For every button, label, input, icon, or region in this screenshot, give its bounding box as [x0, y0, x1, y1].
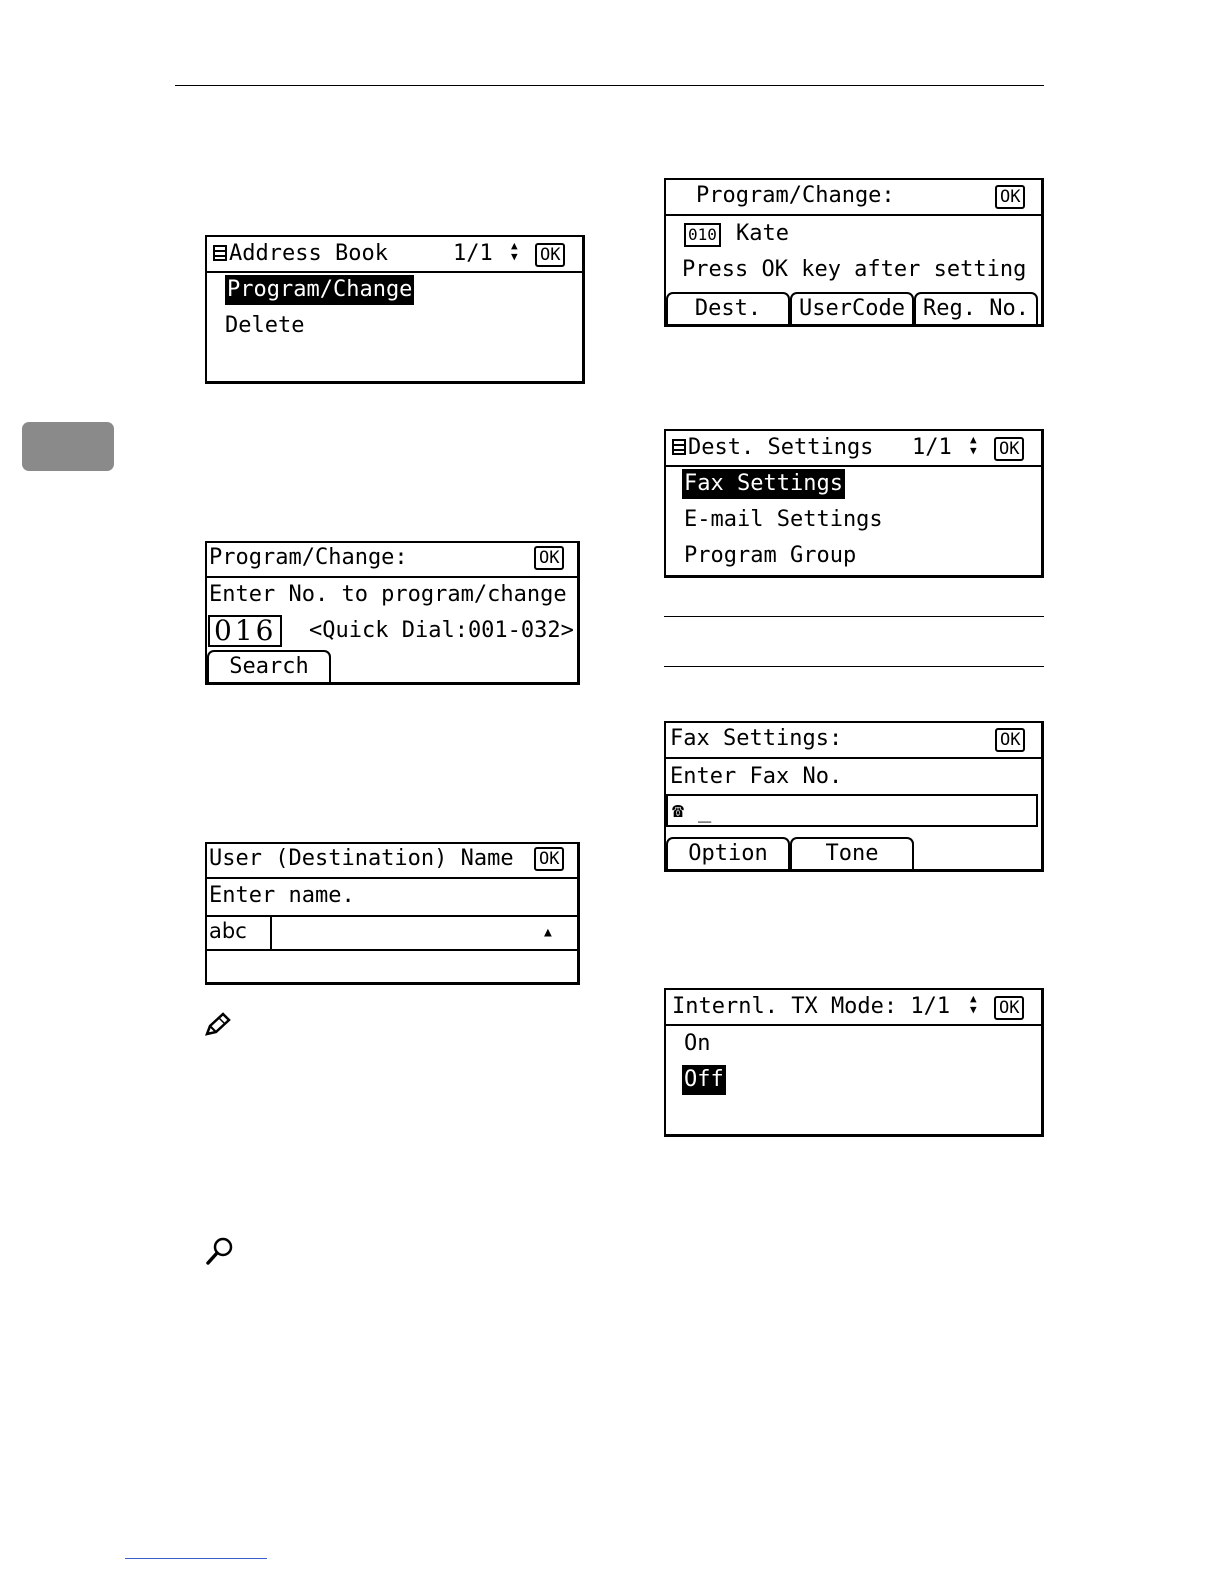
option-off[interactable]: Off — [682, 1065, 726, 1095]
footer-link-rule — [125, 1558, 267, 1559]
section-rule-top — [664, 616, 1044, 617]
up-down-arrows-icon[interactable]: ▲ ▼ — [970, 433, 977, 457]
quick-dial-number-input[interactable]: 016 — [208, 615, 282, 647]
address-book-title: Address Book — [213, 239, 388, 269]
screen-title: Internl. TX Mode: 1/1 — [672, 994, 951, 1019]
page-indicator: 1/1 — [912, 435, 952, 460]
user-name-screen — [205, 842, 580, 985]
program-change-destination-screen — [664, 178, 1044, 327]
menu-list-icon — [213, 245, 227, 261]
address-book-screen — [205, 235, 585, 384]
scroll-up-icon: ▲ — [544, 925, 552, 940]
menu-list-icon — [672, 439, 686, 455]
screen-header — [207, 239, 582, 271]
reference-magnifier-icon — [204, 1236, 236, 1266]
screen-title: Program/Change: — [696, 183, 895, 208]
input-mode-label[interactable]: abc — [209, 919, 247, 943]
instruction-message: Press OK key after setting — [682, 257, 1027, 282]
quick-dial-range: <Quick Dial:001-032> — [309, 618, 574, 643]
ok-key[interactable]: OK — [534, 847, 564, 871]
page-indicator: 1/1 — [453, 241, 493, 266]
menu-item-program-group[interactable]: Program Group — [684, 543, 857, 568]
up-down-arrows-icon[interactable]: ▲ ▼ — [511, 239, 518, 263]
name-input-field[interactable] — [271, 916, 574, 949]
international-tx-mode-screen — [664, 988, 1044, 1137]
usercode-softkey[interactable]: UserCode — [790, 292, 914, 324]
up-down-arrows-icon[interactable]: ▲ ▼ — [970, 992, 977, 1016]
reg-no-softkey[interactable]: Reg. No. — [914, 292, 1038, 324]
chapter-tab — [22, 422, 114, 471]
menu-item-fax-settings[interactable]: Fax Settings — [682, 469, 845, 499]
note-pencil-icon — [204, 1012, 232, 1038]
menu-item-delete[interactable]: Delete — [225, 313, 305, 338]
entry-prompt: Enter No. to program/change — [209, 582, 567, 607]
menu-item-program-change[interactable]: Program/Change — [225, 275, 414, 305]
tone-softkey[interactable]: Tone — [790, 837, 914, 869]
dest-settings-title: Dest. Settings — [672, 433, 873, 463]
registration-number: 010 — [684, 223, 721, 247]
dest-settings-screen — [664, 429, 1044, 578]
ok-key[interactable]: OK — [534, 546, 564, 570]
dest-softkey[interactable]: Dest. — [666, 292, 790, 324]
option-softkey[interactable]: Option — [666, 837, 790, 869]
menu-item-email-settings[interactable]: E-mail Settings — [684, 507, 883, 532]
ok-key[interactable]: OK — [995, 185, 1025, 209]
search-softkey[interactable]: Search — [207, 650, 331, 682]
entry-prompt: Enter Fax No. — [670, 764, 843, 789]
input-cursor: _ — [698, 798, 712, 823]
ok-key[interactable]: OK — [995, 728, 1025, 752]
fax-settings-screen — [664, 721, 1044, 872]
program-change-entry-screen — [205, 541, 580, 685]
header-rule — [175, 85, 1044, 86]
ok-key[interactable]: OK — [535, 243, 565, 267]
screen-title: Fax Settings: — [670, 726, 843, 751]
screen-title: User (Destination) Name — [209, 846, 514, 871]
screen-title: Program/Change: — [209, 545, 408, 570]
destination-name: Kate — [736, 221, 789, 246]
phone-icon: ☎ — [672, 798, 685, 822]
section-rule-bottom — [664, 666, 1044, 667]
ok-key[interactable]: OK — [994, 437, 1024, 461]
entry-prompt: Enter name. — [209, 883, 355, 908]
fax-number-input[interactable] — [666, 794, 1038, 827]
option-on[interactable]: On — [684, 1031, 711, 1056]
ok-key[interactable]: OK — [994, 996, 1024, 1020]
